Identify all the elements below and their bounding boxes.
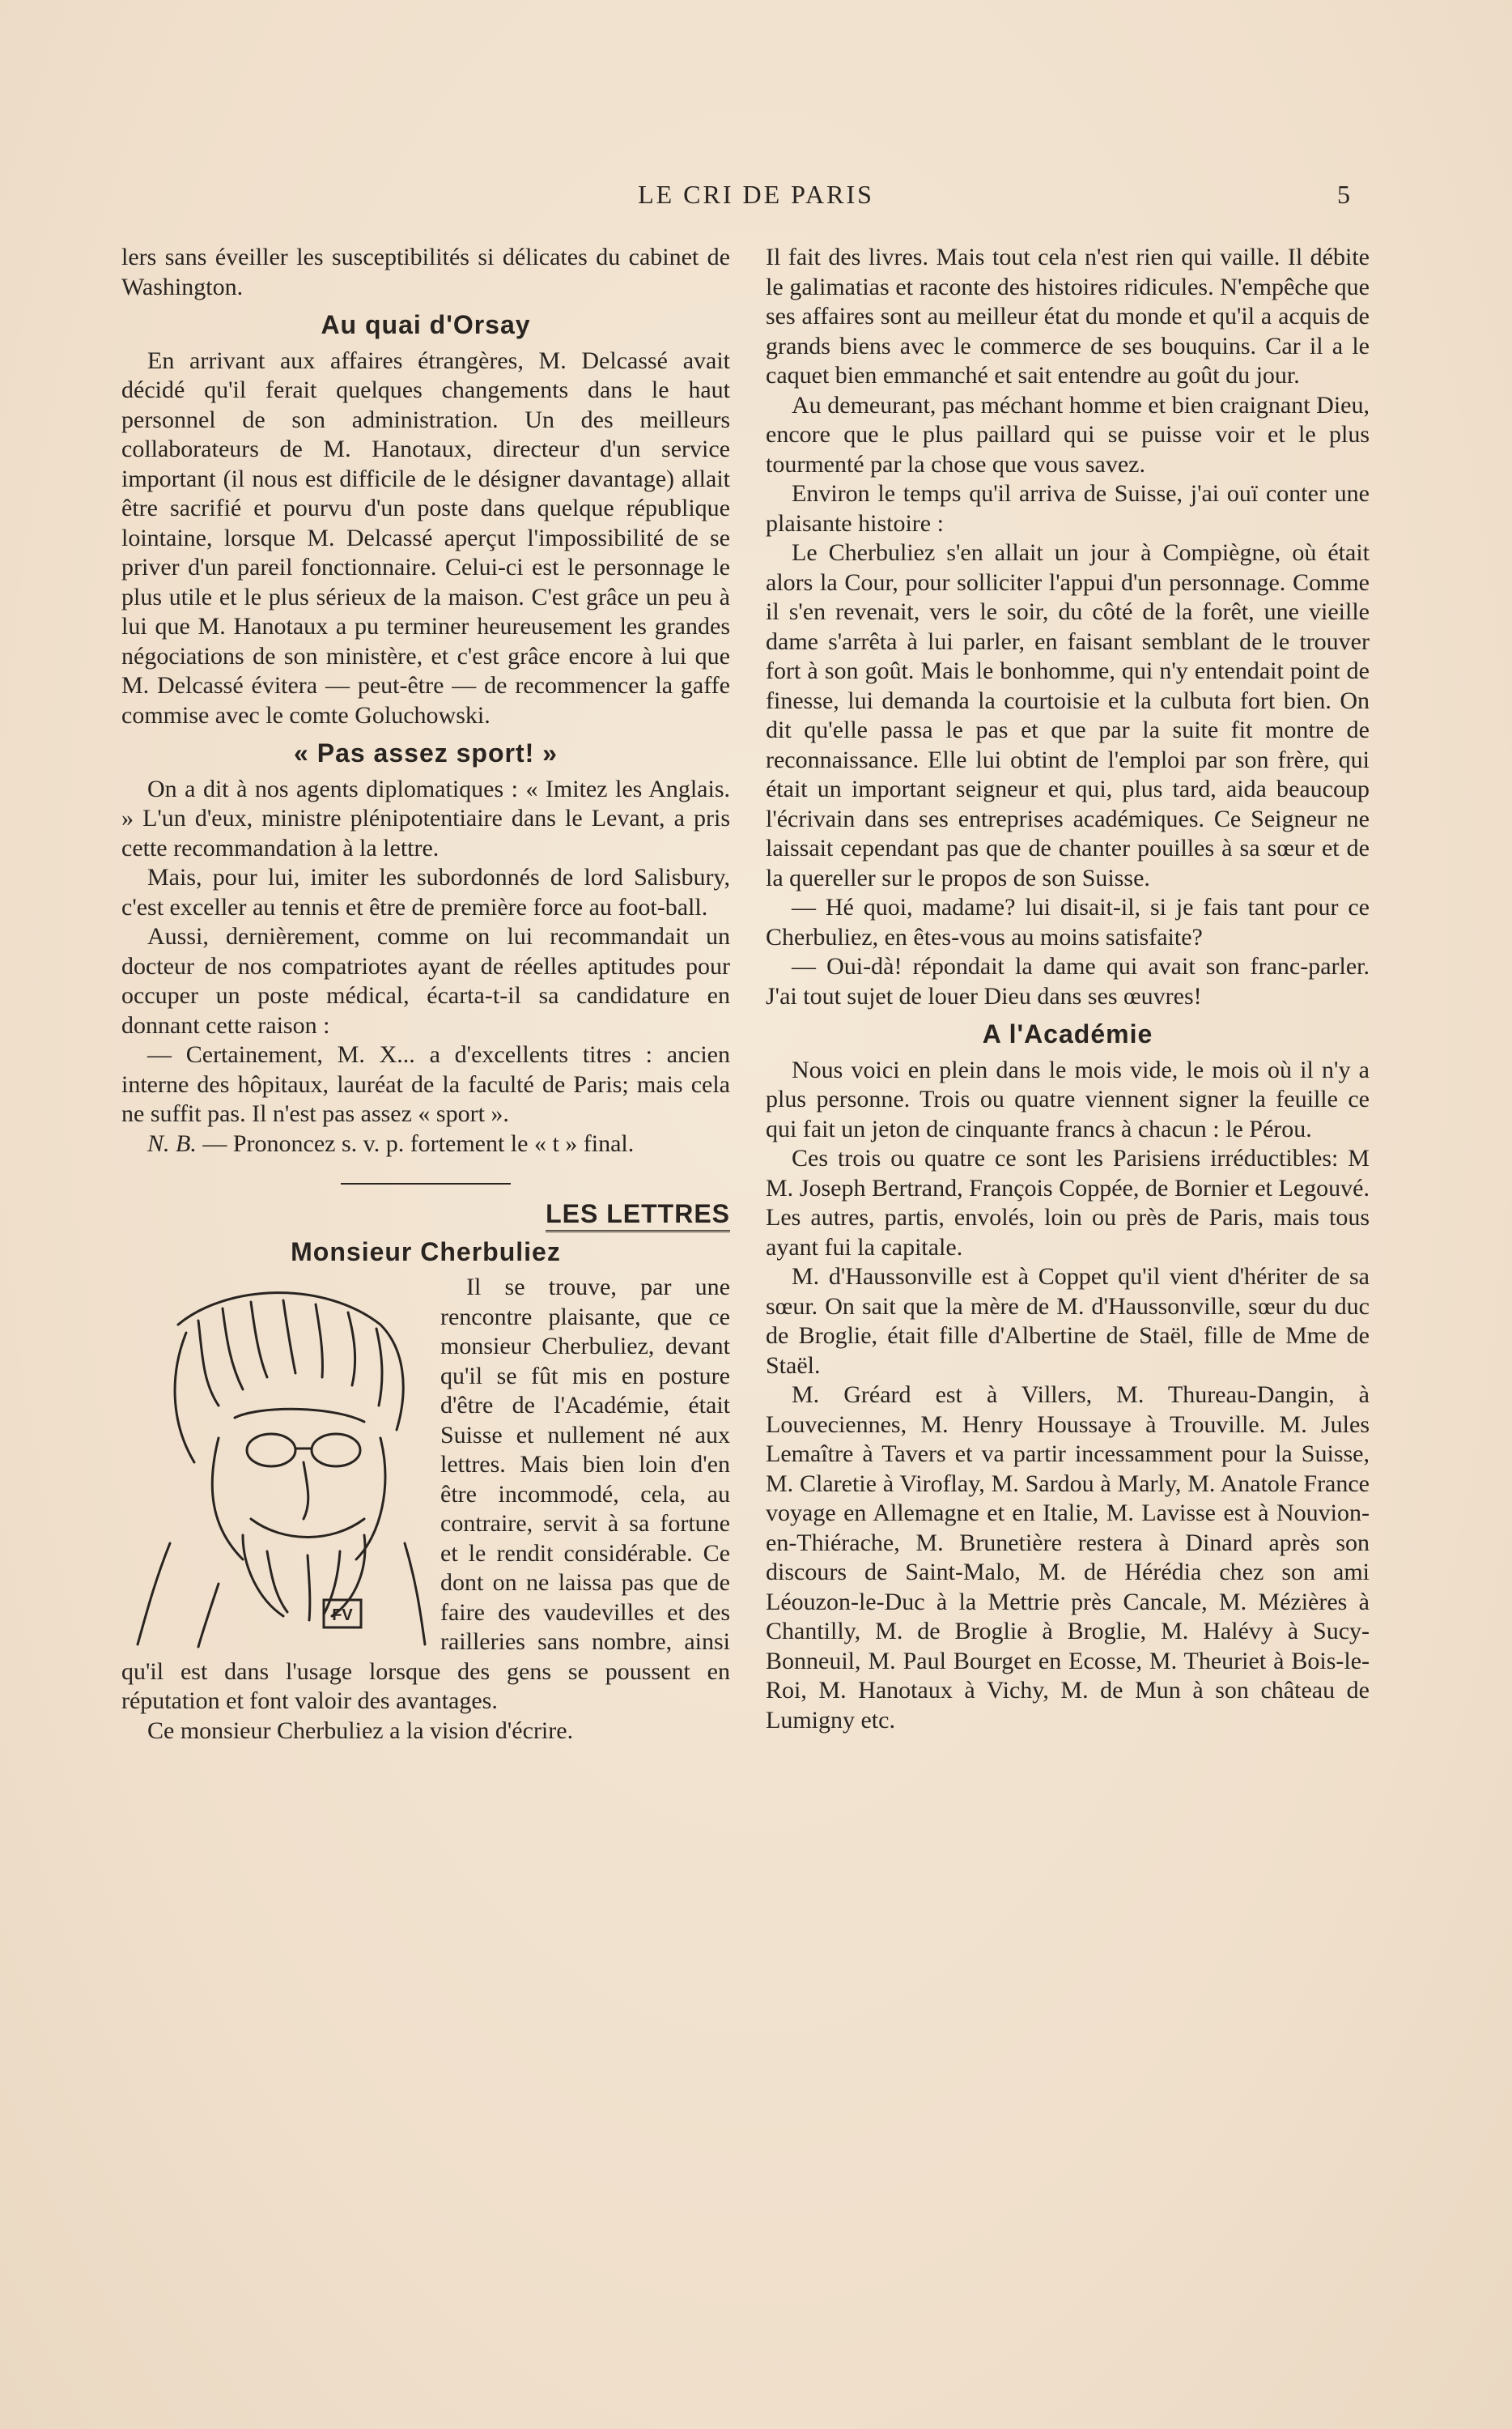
paragraph: Le Cherbuliez s'en allait un jour à Compiègne, où était alors la Cour, pour solliciter l'appui d'un personnage. Comme il s'en revenait, vers le soir, du côté de la forêt, une vieille dame s'arrêta à lui parler, en faisant semblant de le trouver fort à son goût. Mais le bonhomme, qui n'y entendait point de finesse, lui demanda la courtoisie et la culbuta fort bien. On dit qu'elle passa le pas et que par la suite fit montre de reconnaissance. Elle lui obtint de l'emploi par son frère, qui était un important seigneur et qui, plus tard, aida beaucoup l'écrivain dans ses entreprises académiques. Ce Seigneur ne laissait cependant pas que de chanter pouilles à sa sœur et de la quereller sur le propos de son Suisse. [766,539,1370,891]
paragraph: Ces trois ou quatre ce sont les Parisiens irréductibles: M M. Joseph Bertrand, François Coppée, de Bornier et Legouvé. Les autres, partis, envolés, loin ou près de Paris, mais tous ayant fui la capitale. [766,1145,1370,1261]
coat-right [405,1543,425,1644]
paragraph: Il se trouve, par une rencontre plaisante, que ce monsieur Cherbuliez, devant qu'il se fût mis en posture d'être de l'Académie, était Suisse et nullement né aux lettres. Mais bien loin d'en être incommodé, cela, au contraire, servit à sa fortune et le rendit considérable. Ce dont on ne laissa pas que de faire des vaudevilles et des railleries sans nombre, ainsi qu'il est dans l'usage lorsque des gens se poussent en réputation et font valoir des avantages. [121,1274,730,1714]
paragraph: M. d'Haussonville est à Coppet qu'il vient d'hériter de sa sœur. On sait que la mère de M. d'Haussonville, sœur du duc de Broglie, était fille d'Albertine de Staël, fille de Mme de Staël. [766,1263,1370,1379]
left-column [121,243,730,1746]
paragraph: Environ le temps qu'il arriva de Suisse, j'ai ouï conter une plaisante histoire : [766,480,1370,537]
paragraph: lers sans éveiller les susceptibilités si délicates du cabinet de Washington. [121,244,730,300]
paragraph: — Oui-dà! répondait la dame qui avait son franc-parler. J'ai tout sujet de louer Dieu dans ses œuvres! [766,953,1370,1010]
nb-text: — Prononcez s. v. p. fortement le « t » final. [196,1129,635,1157]
paragraph: En arrivant aux affaires étrangères, M. Delcassé avait décidé qu'il ferait quelques changements dans le haut personnel de son administration. Un des meilleurs collaborateurs de M. Hanotaux, directeur d'un service important (il nous est difficile de le désigner davantage) allait être sacrifié et pourvu d'un poste dans quelque république lointaine, lorsque M. Delcassé aperçut l'impossibilité de se priver d'un pareil fonctionnaire. Celui-ci est le personnage le plus utile et le plus sérieux de la maison. C'est grâce un peu à lui que M. Hanotaux a pu terminer heureusement les grandes négociations de son ministère, et c'est grâce encore à lui que M. Delcassé évitera — peut-être — de recommencer la gaffe commise avec le comte Goluchowski. [121,347,730,729]
paragraph: M. Gréard est à Villers, M. Thureau-Dangin, à Louveciennes, M. Henry Houssaye à Trouville. M. Jules Lemaître à Tavers et va partir incessamment pour la Suisse, M. Claretie à Viroflay, M. Sardou à Marly, M. Anatole France voyage en Allemagne et en Italie, M. Lavisse est à Nouvion-en-Thiérache, M. Brunetière restera à Dinard après son discours de Saint-Malo, M. de Hérédia chez son ami Léouzon-le-Duc à la Mettrie près Cancale, M. Mézières à Chantilly, M. de Broglie à Broglie, M. Halévy à Sucy-Bonneuil, M. Paul Bourget en Ecosse, M. Theuriet à Bois-le-Roi, M. Hanotaux à Vichy, M. de Mun à son château de Lumigny etc. [766,1381,1370,1733]
running-header [0,180,1512,212]
paragraph: Il fait des livres. Mais tout cela n'est rien qui vaille. Il débite le galimatias et raconte des histoires ridicules. N'empêche que ses affaires sont au meilleur état du monde et qu'il a acquis de grands biens avec le commerce de ses bouquins. Car il a le caquet bien emmanché et sait entendre au goût du jour. [766,244,1370,389]
paragraph: Ce monsieur Cherbuliez a la vision d'écrire. [147,1716,574,1744]
section-heading-academie: A l'Académie [982,1019,1153,1049]
moustache [251,1519,364,1538]
rubric-heading [121,1199,730,1229]
nb-label: N. B. [147,1129,197,1157]
section-heading-pas-assez-sport: « Pas assez sport! » [294,738,558,768]
portrait-monogram: FV [332,1606,353,1624]
portrait-drawing [121,1276,429,1648]
newspaper-title: LE CRI DE PARIS [638,180,874,209]
section-heading-cherbuliez: Monsieur Cherbuliez [291,1236,561,1266]
paragraph: — Hé quoi, madame? lui disait-il, si je fais tant pour ce Cherbuliez, en êtes-vous au moins satisfaite? [766,894,1370,951]
cheek-right [356,1438,385,1559]
paragraph: — Certainement, M. X... a d'excellents titres : ancien interne des hôpitaux, lauréat de la faculté de Paris; mais cela ne suffit pas. Il n'est pas assez « sport ». [121,1041,730,1127]
paragraph: On a dit à nos agents diplomatiques : « Imitez les Anglais. » L'un d'eux, ministre plénipotentiaire dans le Levant, a pris cette recommandation à la lettre. [121,775,730,861]
section-divider [341,1183,511,1185]
paragraph: Nous voici en plein dans le mois vide, le mois où il n'y a plus personne. Trois ou quatre viennent signer la feuille ce qui fait un jeton de cinquante francs à chacun : le Pérou. [766,1056,1370,1142]
nota-bene [121,1129,730,1159]
page-number: 5 [1337,180,1350,209]
section-heading-quai-orsay: Au quai d'Orsay [321,310,531,339]
cherbuliez-portrait-illustration [121,1276,429,1648]
cheek-left [212,1438,243,1559]
right-lens [312,1434,360,1466]
right-column [766,243,1370,1735]
nose [304,1462,308,1519]
paragraph: Aussi, dernièrement, comme on lui recommandait un docteur de nos compatriotes ayant de réelles aptitudes pour occuper un poste médical, écarta-t-il sa candidature en donnant cette raison : [121,923,730,1039]
left-lens [247,1434,295,1466]
paragraph: Au demeurant, pas méchant homme et bien craignant Dieu, encore que le plus paillard qui se puisse voir et le plus tourmenté par la chose que vous savez. [766,391,1370,478]
coat-left [138,1543,170,1644]
brow-line [235,1409,364,1422]
rubric-label: LES LETTRES [546,1199,730,1232]
paragraph: Mais, pour lui, imiter les subordonnés de lord Salisbury, c'est exceller au tennis et être de première force au foot-ball. [121,864,730,921]
